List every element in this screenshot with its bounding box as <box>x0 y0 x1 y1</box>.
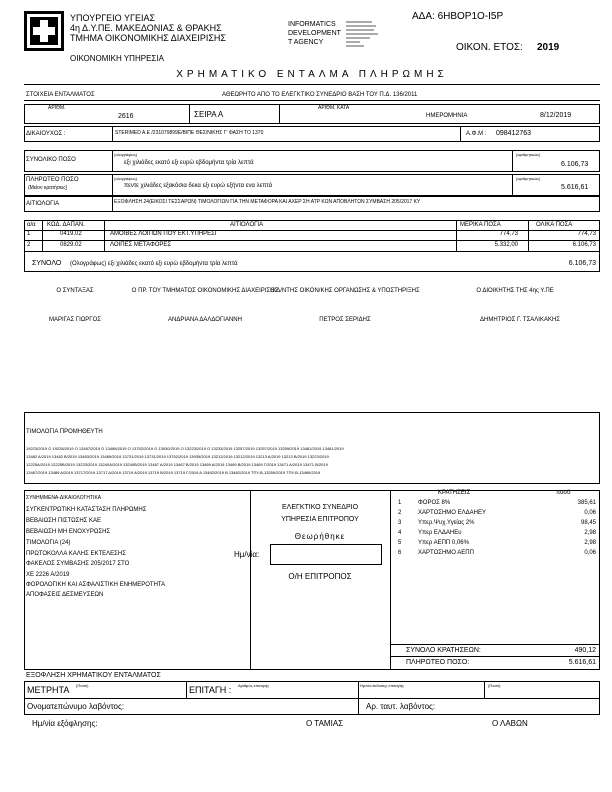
deduction-amount: 385,61 <box>577 500 596 506</box>
payable-row <box>24 174 600 196</box>
supporting-item: ΣΥΓΚΕΝΤΡΩΤΙΚΗ ΚΑΤΑΣΤΑΣΗ ΠΛΗΡΩΜΗΣ <box>26 507 147 513</box>
signature-name: ΠΕΤΡΟΣ ΣΕΡΙΔΗΣ <box>319 317 371 323</box>
ada-code: ΑΔΑ: 6ΗΒΟΡ1Ο-Ι5Ρ <box>412 11 504 22</box>
deduction-number: 5 <box>398 540 402 546</box>
reason-text: ΕΞΟΦΛΗΣΗ 24(ΕΙΚΟΣΙ ΤΕΣΣΑΡΩΝ) ΤΙΜΟΛΟΓΙΩΝ ΓΙΑ ΤΗΝ ΜΕΤΑΦΟΡΑ ΚΑΙ ΑΧΕΡ ΣΗ ΑΤΡ ΚΩΝ ΑΠΟΒΛΗΤΩΝ ΣΥΜΒΑΣΗ 205/2017 ΚΥ <box>114 199 421 205</box>
section-label: ΣΤΟΙΧΕΙΑ ΕΝΤΑΛΜΑΤΟΣ <box>26 92 95 98</box>
cheque-amount-field[interactable]: (Ποσό) <box>488 683 501 688</box>
number-label: ΑΡΙΘΜ. <box>48 105 66 111</box>
settlement-title: ΕΞΟΦΛΗΣΗ ΧΡΗΜΑΤΙΚΟΥ ΕΝΤΑΛΜΑΤΟΣ <box>26 672 161 679</box>
deduction-amount: 0,06 <box>584 510 596 516</box>
invoice-line: 12225Α/2019 12225Β/2019 13233/2019 13240Α/2019 13240Β/2019 13467 Α/2019 13467 Β/2019 13469 Α/2019 13469 Β/2019 13469 Γ/2019 13471 Α/2019 13471 Β/2019 <box>26 462 328 467</box>
supporting-item: ΤΙΜΟΛΟΓΙΑ (24) <box>26 540 71 546</box>
signature-name: ΜΑΡΙΓΑΣ ΓΙΩΡΓΟΣ <box>49 317 101 323</box>
date-label: ΗΜΕΡΟΜΗΝΙΑ <box>426 113 468 119</box>
beneficiary-value: STERIMED A.E /231079899Ε/ΒΙΠΕ ΘΕΣ/ΝΙΚΗΣ Γ' ΦΑΣΗ ΤΟ 1370 <box>115 130 264 136</box>
fiscal-year: 2019 <box>537 42 560 53</box>
audit-line-2: ΥΠΗΡΕΣΙΑ ΕΠΙΤΡΟΠΟΥ <box>281 516 359 523</box>
cash-hint[interactable]: (Ποσό) <box>76 683 89 688</box>
deduction-label: ΧΑΡΤΟΣΗΜΟ ΑΕΠΠ <box>418 550 474 556</box>
ministry-line-2: 4η Δ.Υ.ΠΕ. ΜΑΚΕΔΟΝΙΑΣ & ΘΡΑΚΗΣ <box>70 23 222 33</box>
sum-amount: 6.106,73 <box>568 260 596 267</box>
deduction-amount: 0,06 <box>584 550 596 556</box>
payable-amount: 5.616,61 <box>561 184 589 191</box>
sum-label: ΣΥΝΟΛΟ <box>32 260 62 267</box>
service-name: ΟΙΚΟΝΟΜΙΚΗ ΥΠΗΡΕΣΙΑ <box>70 54 164 63</box>
series-value: ΣΕΙΡΑ Α <box>194 110 224 119</box>
cheque-date-field[interactable]: Ημ/νία έκδοσης επιταγής <box>360 683 404 688</box>
supporting-title: ΣΥΝΗΜΜΕΝΑ-ΔΙΚΑΙΟΛΟΓΗΤΙΚΑ <box>26 495 102 501</box>
deduction-label: Υπερ ΕΛΔΑΗΕυ <box>418 530 462 536</box>
beneficiary-label: ΔΙΚΑΙΟΥΧΟΣ : <box>26 131 66 137</box>
invoices-title: ΤΙΜΟΛΟΓΙΑ ΠΡΟΜΗΘΕΥΤΗ <box>26 429 103 435</box>
reason-label: ΑΙΤΙΟΛΟΓΙΑ <box>26 201 60 207</box>
invoice-line: 13482 Α/2019 13482 Β/2019 13483/2019 13489/2019 13731/2019 13731/2019 13752/2019 13939/2019 13212/2019 13212/2019 13213 Α/2019 13213 Β/2019 13223/2019 <box>26 454 329 459</box>
deduction-number: 2 <box>398 510 402 516</box>
col-reason-header: ΑΙΤΙΟΛΟΓΙΑ <box>230 222 264 228</box>
payable-words: πεντε χιλιάδες εξακόσια δεκα εξι ευρώ εξήντα ενα λεπτά <box>124 183 273 189</box>
signature-role: Ο Δ/ΝΤΗΣ ΟΙΚΟΝ/ΚΗΣ ΟΡΓΑΝΩΣΗΣ & ΥΠΟΣΤΗΡΙΞΗΣ <box>270 288 420 294</box>
supporting-item: ΧΕ 2226 Α/2019 <box>26 572 70 578</box>
supporting-item: ΒΕΒΑΙΩΣΗ ΠΙΣΤΩΣΗΣ ΚΑΕ <box>26 518 102 524</box>
payable-total-label: ΠΛΗΡΩΤΕΟ ΠΟΣΟ: <box>406 659 470 666</box>
total-words-hint: (ολογράφως) <box>114 152 138 157</box>
paid-date-label: Ημ/νία εξόφλησης: <box>32 719 98 728</box>
deductions-amount-header: ποσό <box>556 490 571 496</box>
table-cell-desc: ΛΟΙΠΕΣ ΜΕΤΑΦΟΡΕΣ <box>110 242 172 248</box>
table-cell-total: 6.106,73 <box>572 242 596 248</box>
table-cell-code: 0829.02 <box>60 242 82 248</box>
audit-date-field[interactable] <box>270 544 382 565</box>
recipient-id-label: Αρ. ταυτ. λαβόντος: <box>366 702 436 711</box>
signature-role: Ο ΣΥΝΤΑΞΑΣ <box>56 288 94 294</box>
digital-signature-stamp <box>346 20 382 50</box>
afm-value: 098412763 <box>496 130 532 137</box>
deduction-label: ΧΑΡΤΟΣΗΜΟ ΕΛΔΑΗΕΥ <box>418 510 486 516</box>
cheque-number-field[interactable]: Αριθμός επιταγής <box>238 683 270 688</box>
deductions-title: ΚΡΑΤΗΣΕΙΣ <box>438 490 471 496</box>
table-cell-desc: ΑΜΟΙΒΕΣ ΛΟΙΠΩΝ ΠΟΥ ΕΚΤ.ΥΠΗΡΕΣΙ <box>110 231 217 237</box>
supporting-item: ΠΡΩΤΟΚΟΛΛΑ ΚΑΛΗΣ ΕΚΤΕΛΕΣΗΣ <box>26 551 126 557</box>
deduction-number: 4 <box>398 530 402 536</box>
deductions-total-label: ΣΥΝΟΛΟ ΚΡΑΤΗΣΕΩΝ: <box>406 647 481 654</box>
document-title: ΧΡΗΜΑΤΙΚΟ ΕΝΤΑΛΜΑ ΠΛΗΡΩΜΗΣ <box>176 69 448 80</box>
deduction-amount: 2,98 <box>584 540 596 546</box>
title-underline <box>24 84 600 85</box>
table-cell-partial: 5.332,00 <box>494 242 518 248</box>
cheque-label: ΕΠΙΤΑΓΗ : <box>189 685 232 695</box>
table-cell-code: 0419.02 <box>60 231 82 237</box>
table-cell-partial: 774,73 <box>499 231 518 237</box>
deduction-amount: 98,45 <box>580 520 596 526</box>
number-row <box>24 104 600 124</box>
table-row: 2 <box>27 242 31 248</box>
divider <box>24 100 600 101</box>
audit-line-1: ΕΛΕΓΚΤΙΚΟ ΣΥΝΕΔΡΙΟ <box>281 504 359 511</box>
payable-words-hint: (ολογράφως) <box>114 176 138 181</box>
col-partial-header: ΜΕΡΙΚΑ ΠΟΣΑ <box>460 222 501 228</box>
payable-sublabel: (Μείον κρατήσεις) <box>28 185 68 191</box>
recipient-name-label: Ονοματεπώνυμο λαβόντος: <box>27 702 125 711</box>
ministry-line-1: ΥΠΟΥΡΓΕΙΟ ΥΓΕΙΑΣ <box>70 13 156 23</box>
deduction-number: 1 <box>398 500 402 506</box>
deduction-label: Υπερ ΑΕΠΠ 0,06% <box>418 540 469 546</box>
signature-role: Ο ΔΙΟΙΚΗΤΗΣ ΤΗΣ 4ης Υ.ΠΕ <box>476 288 554 294</box>
agency-line-3: T AGENCY <box>288 39 324 46</box>
number-kata-label: ΑΡΙΘΜ. ΚΑΤΑ <box>318 105 350 111</box>
payable-digits-hint: (αριθμητικώς) <box>516 176 541 181</box>
deduction-number: 6 <box>398 550 402 556</box>
deduction-number: 3 <box>398 520 402 526</box>
supporting-item: ΒΕΒΑΙΩΣΗ ΜΗ ΕΝΟΧΥΡΩΣΗΣ <box>26 529 111 535</box>
table-cell-total: 774,73 <box>577 231 596 237</box>
fiscal-year-label: ΟΙΚΟΝ. ΕΤΟΣ: <box>456 42 523 53</box>
total-amount: 6.106,73 <box>561 161 589 168</box>
signature-name: ΑΝΔΡΙΑΝΑ ΔΑΛΔΟΓΙΑΝΝΗ <box>168 317 242 323</box>
total-row <box>24 150 600 172</box>
afm-label: Α.Φ.Μ : <box>466 131 487 137</box>
supporting-item: ΦΟΡΟΛΟΓΙΚΗ ΚΑΙ ΑΣΦΑΛΙΣΤΙΚΗ ΕΝΗΜΕΡΟΤΗΤΑ <box>26 582 166 588</box>
col-code-header: ΚΩΔ. ΔΑΠΑΝ. <box>47 222 85 228</box>
audit-note: ΑΘΕΩΡΗΤΟ ΑΠΟ ΤΟ ΕΛΕΓΚΤΙΚΟ ΣΥΝΕΔΡΙΟ ΒΑΣΗ ΤΟΥ Π.Δ. 136/2011 <box>222 92 418 98</box>
deduction-label: ΦΟΡΟΣ 8% <box>418 500 451 506</box>
audit-date-label: Ημ/νία: <box>234 550 260 559</box>
cash-label: ΜΕΤΡΗΤΑ <box>27 685 70 695</box>
agency-line-1: INFORMATICS <box>288 21 336 28</box>
payable-total: 5.616,61 <box>568 659 596 666</box>
agency-line-2: DEVELOPMENT <box>288 30 341 37</box>
total-label: ΣΥΝΟΛΙΚΟ ΠΟΣΟ <box>26 157 76 163</box>
col-total-header: ΟΛΙΚΑ ΠΟΣΑ <box>536 222 573 228</box>
signature-name: ΔΗΜΗΤΡΙΟΣ Γ. ΤΣΑΛΙΚΑΚΗΣ <box>479 317 561 323</box>
total-words: εξι χιλιάδες εκατό εξι ευρώ εβδομήντα τρία λεπτά <box>124 160 254 166</box>
signature-role: Ο ΠΡ. ΤΟΥ ΤΜΗΜΑΤΟΣ ΟΙΚΟΝΟΜΙΚΗΣ ΔΙΑΧΕΙΡΙΣΗΣ <box>131 288 279 294</box>
payable-label: ΠΛΗΡΩΤΕΟ ΠΟΣΟ <box>26 177 79 183</box>
ministry-logo <box>24 11 64 51</box>
deductions-total: 490,12 <box>574 647 596 654</box>
supporting-item: ΦΑΚΕΛΟΣ ΣΥΜΒΑΣΗΣ 205/2017 ΣΤΟ <box>26 561 130 567</box>
sum-words: (Ολογράφως) εξι χιλιάδες εκατό εξι ευρώ εβδομήντα τρία λεπτά <box>70 261 238 267</box>
deduction-label: Υπερ.Ψυχ.Υγείας 2% <box>418 520 475 526</box>
supporting-item: ΑΠΟΦΑΣΕΙΣ ΔΕΣΜΕΥΣΕΩΝ <box>26 592 104 598</box>
ministry-line-3: ΤΜΗΜΑ ΟΙΚΟΝΟΜΙΚΗΣ ΔΙΑΧΕΙΡΙΣΗΣ <box>70 33 226 43</box>
audit-commissioner: Ο/Η ΕΠΙΤΡΟΠΟΣ <box>288 572 352 581</box>
deduction-amount: 2,98 <box>584 530 596 536</box>
receiver-label: Ο ΛΑΒΩΝ <box>492 719 528 728</box>
invoice-line: 19223/2019 Ο 19228/2019 Ο 13487/2019 Ο 13489/2019 Ο 13752/2019 Ο 13930/2019 Ο 13223/2019 Ο 13233/2019 13257/2019 13257/2019 13259/2019 13481/2019 13481/2019 <box>26 446 344 451</box>
col-aa-header: α/α <box>27 222 36 228</box>
date-value: 8/12/2019 <box>540 112 572 119</box>
cashier-label: Ο ΤΑΜΙΑΣ <box>306 719 344 728</box>
table-row: 1 <box>27 231 31 237</box>
invoice-line: 13487/2019 13489 Α/2019 13717/2019 13717 Δ/2019 13719 Α/2019 13719 Β/2019 13719 Γ/2019 Α 13482/2019 Β 13482/2019 ΤΠΥ-Β-13259/2019 ΤΠΥ-Β-13489/2019 <box>26 470 321 475</box>
audit-seen: Θεωρήθηκε <box>294 532 346 541</box>
total-digits-hint: (αριθμητικώς) <box>516 152 541 157</box>
number-value: 2616 <box>118 113 134 120</box>
